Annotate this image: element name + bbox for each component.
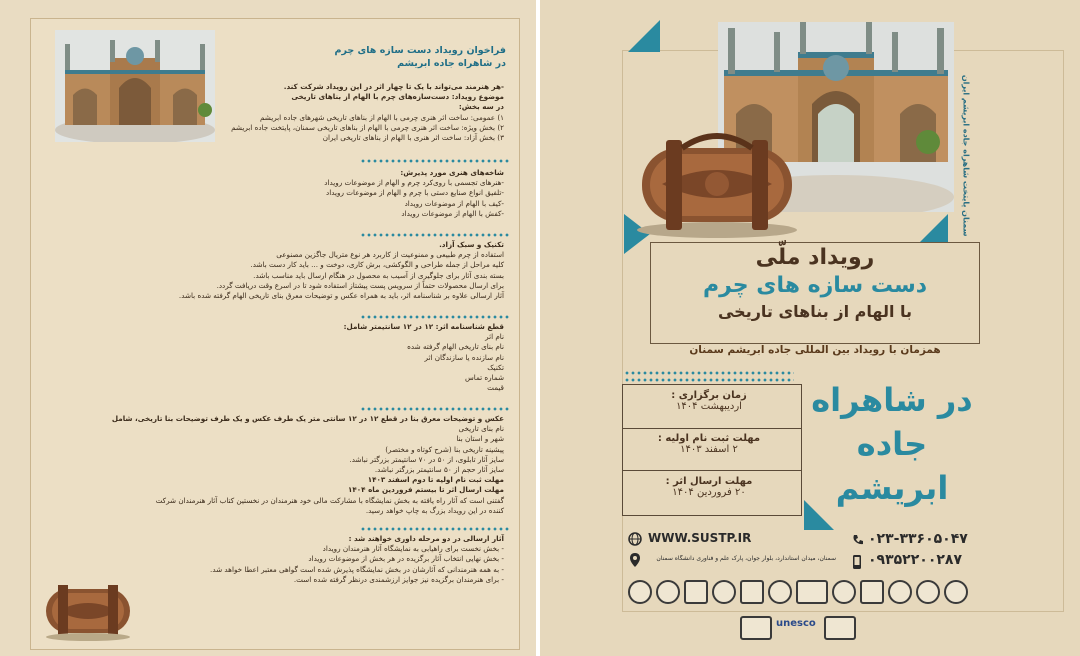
id-card-item: نام بنای تاریخی الهام گرفته شده [407,342,504,352]
event-title-line-3: با الهام از بناهای تاریخی [717,302,913,321]
photo-block [34,414,504,516]
mobile-number[interactable]: ۰۹۳۵۲۲۰۰۲۸۷ [868,552,962,568]
website-link[interactable]: WWW.SUSTP.IR [648,531,752,545]
photo-title: عکس و توضیحات معرق بنا در قطع ۱۲ در ۱۲ سانتی متر یک طرف عکس و یک طرف توضیحات بنا تاریخی، شامل [111,414,504,423]
dotted-divider [360,526,510,532]
sponsor-logo [768,580,792,604]
registration-label: مهلت ثبت نام اولیه : [657,433,761,444]
event-title-line-2: دست سازه های چرم [702,273,928,298]
dotted-divider [360,232,510,238]
sponsor-logo [796,580,828,604]
technique-item: کلیه مراحل از جمله طراحی و الگوکشی، برش کاری، دوخت و ... باید کار دست باشد. [250,260,504,270]
photo-item: مهلت ارسال اثر تا بیستم فروردین ماه ۱۴۰۴ [348,485,504,495]
technique-item: برای ارسال محصولات حتماً از سرویس پست پیشتاز استفاده شود تا در اسرع وقت دریافت گردد. [216,280,504,290]
schedule-divider [622,470,802,471]
phone-number[interactable]: ۰۲۳-۳۳۶۰۵۰۴۷ [868,531,968,547]
silk-road-line-2: جاده [856,425,928,463]
sponsor-logo [628,580,652,604]
call-page [0,0,536,656]
branches-title: شاخه‌های هنری مورد پذیرش: [400,168,504,177]
photo-item: کننده در این رویداد بزرگ به چاپ خواهد رسید. [365,505,504,515]
photo-item: شهر و استان بنا [456,434,504,444]
evaluation-item: - بخش نهایی انتخاب آثار برگزیده در هر بخش از موضوعات رویداد [308,554,504,564]
id-card-item: شماره تماس [464,373,504,383]
location-pin-icon [629,552,641,568]
sponsor-logo [740,580,764,604]
side-text-wrapper [958,40,974,240]
submission-block [624,476,794,498]
id-card-block [204,322,504,393]
technique-title: تکنیک و سبک آزاد. [439,240,504,249]
event-title [655,244,975,324]
submission-value: ۲۰ فروردین ۱۴۰۴ [672,487,746,498]
technique-block [104,240,504,301]
date-block [624,390,794,412]
phone-icon [852,534,864,546]
call-title-line-1: فراخوان رویداد دست سازه های چرم [334,45,506,56]
section-item: ۲) بخش ویژه: ساخت اثر هنری چرمی با الهام از بناهای تاریخی سمنان، پایتخت جاده ابریشم [231,122,504,132]
intro-block [231,82,504,143]
sponsor-logo [824,616,856,640]
technique-item: بسته بندی آثار برای جلوگیری از آسیب به محصول در هنگام ارسال باید مناسب باشد. [253,270,504,280]
section-item: ۱) عمومی: ساخت اثر هنری چرمی با الهام از بناهای تاریخی شهرهای جاده ابریشم [260,112,504,122]
sponsor-logo [944,580,968,604]
id-card-item: نام اثر [485,332,504,342]
leather-bag-illustration [632,126,802,240]
sponsor-logo [712,580,736,604]
poster-page [540,0,1080,656]
sponsor-logo [684,580,708,604]
photo-item: گفتنی است که آثار راه یافته به بخش نمایشگاه با مشارکت مالی خود هنرمندان در نخستین کتاب آثار هنرمندان شرکت [155,495,504,505]
leather-bag-illustration [38,575,138,645]
schedule-divider [622,428,802,429]
intro-line: در سه بخش: [458,102,504,112]
monument-illustration [55,30,215,142]
branch-item: -هنرهای تجسمی با روی‌کرد چرم و الهام از موضوعات رویداد [324,178,504,188]
id-card-item: تکنیک [487,362,504,372]
id-card-item: قیمت [487,383,504,393]
branches-block [204,168,504,219]
technique-item: آثار ارسالی علاوه بر شناسنامه اثر، باید به همراه عکس و توضیحات معرق بنای تاریخی الهام گرفته شده باشد. [178,291,504,301]
intro-line: موضوع رویداد: دست‌سازه‌های چرم با الهام از بناهای تاریخی [291,92,504,102]
dotted-divider [624,377,794,383]
silk-road-title [802,378,982,510]
call-title [306,44,506,70]
submission-label: مهلت ارسال اثر : [665,476,753,487]
photo-item: پیشینه تاریخی بنا (شرح کوتاه و مختصر) [385,444,504,454]
sponsor-logo [916,580,940,604]
globe-icon [628,532,642,546]
concurrent-event-text: همزمان با رویداد بین المللی جاده ابریشم سمنان [689,344,941,356]
photo-item: سایز آثار تابلوی، از ۵۰ در ۷۰ سانتیمتر بزرگتر نباشد. [349,454,504,464]
sponsor-logo [740,616,772,640]
side-text: سمنان پایتخت شاهراه جاده ابریشم ایران [961,74,971,237]
evaluation-item: - برای هنرمندان برگزیده نیز جوایز ارزشمندی درنظر گرفته شده است. [293,574,504,584]
id-card-title: قطع شناسنامه اثر: ۱۲ در ۱۲ سانتیمتر شامل: [343,322,504,331]
registration-value: ۲ اسفند ۱۴۰۳ [680,444,738,455]
date-value: اردیبهشت ۱۴۰۴ [676,401,742,412]
dotted-divider [360,314,510,320]
evaluation-item: - بخش نخست برای راهیابی به نمایشگاه آثار هنرمندان رویداد [322,544,504,554]
mobile-icon [852,555,862,569]
unesco-logo: unesco [776,618,816,629]
address-text: سمنان، میدان استاندارد، بلوار جوان، پارک علم و فناوری دانشگاه سمنان [656,555,836,562]
technique-item: استفاده از چرم طبیعی و ممنوعیت از کاربرد هر نوع متریال جاگزین مصنوعی [276,250,504,260]
photo-item: نام بنای تاریخی [458,424,504,434]
date-label: زمان برگزاری : [671,390,747,401]
registration-block [624,433,794,455]
branch-item: -تلفیق انواع صنایع دستی با چرم و الهام از موضوعات رویداد [326,188,504,198]
dotted-divider [360,406,510,412]
sponsor-logo [860,580,884,604]
evaluation-block [174,534,504,585]
sponsor-logo [888,580,912,604]
evaluation-title: آثار ارسالی در دو مرحله داوری خواهند شد : [348,534,504,543]
call-title-line-2: در شاهراه جاده ابریشم [397,58,506,69]
branch-item: -کفش با الهام از موضوعات رویداد [401,208,504,218]
branch-item: -کیف با الهام از موضوعات رویداد [404,198,504,208]
dotted-divider [360,158,510,164]
event-title-line-1: رویداد ملّی [755,245,875,270]
photo-item: مهلت ثبت نام اولیه تا دوم اسفند ۱۴۰۳ [367,475,504,485]
sponsor-logo [656,580,680,604]
corner-triangle [920,214,948,242]
id-card-item: نام سازنده یا سازندگان اثر [424,352,504,362]
silk-road-line-1: در شاهراه [811,381,973,419]
silk-road-line-3: ابریشم [835,469,949,507]
corner-triangle [628,20,660,52]
sponsor-logo [832,580,856,604]
intro-line: -هر هنرمند می‌تواند با یک تا چهار اثر در این رویداد شرکت کند. [283,82,504,91]
photo-item: سایز آثار حجم از ۵۰ سانتیمتر بزرگتر نباشد. [374,465,504,475]
section-item: ۳) بخش آزاد: ساخت اثر هنری با الهام از بناهای تاریخی ایران [322,133,504,143]
dotted-divider [624,370,794,376]
evaluation-item: - به همه هنرمندانی که آثارشان در بخش نمایشگاه پذیرش شده است گواهی معتبر اعطا خواهد شد. [210,564,504,574]
